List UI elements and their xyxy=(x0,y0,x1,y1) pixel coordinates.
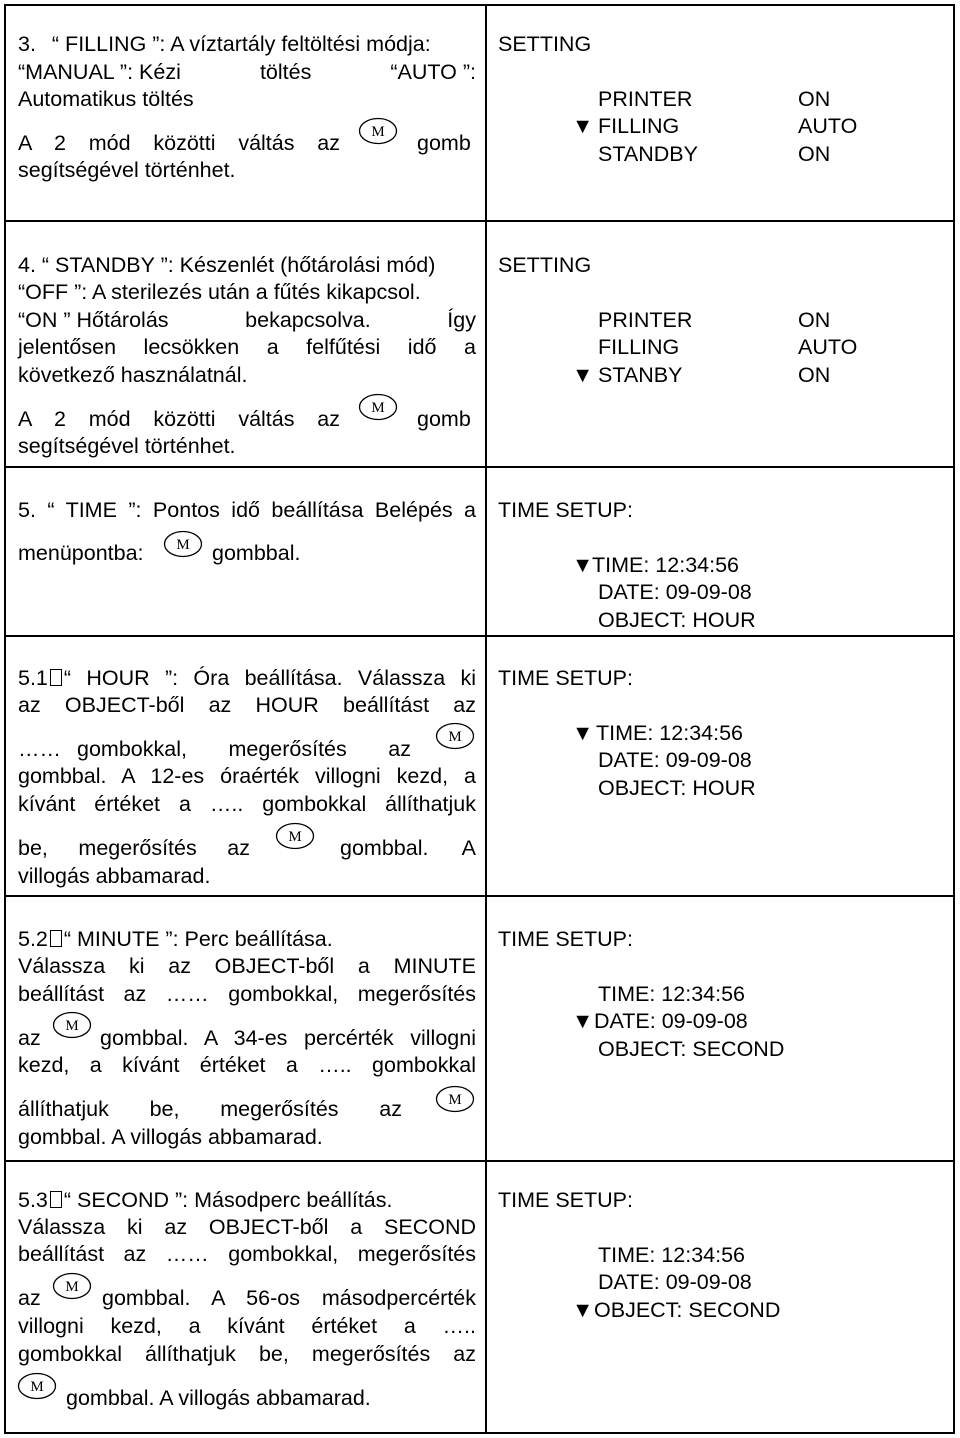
time-display-title: TIME SETUP: xyxy=(498,498,633,522)
selection-arrow-icon: ▼ xyxy=(572,1009,594,1033)
second-line-7: gombbal. A villogás abbamarad. xyxy=(66,1386,371,1410)
standby-display xyxy=(498,252,938,389)
minute-display-title: TIME SETUP: xyxy=(498,927,633,951)
hour-line-4: gombbal. A 12-es óraérték villogni kezd, a xyxy=(18,764,476,788)
hour-line-6b: gombbal. A xyxy=(340,836,476,860)
time-display xyxy=(498,497,938,634)
minute-heading: “ MINUTE ”: Perc beállítása. xyxy=(63,927,333,951)
object-value: OBJECT: SECOND xyxy=(594,1297,781,1322)
minute-line-7: gombbal. A villogás abbamarad. xyxy=(18,1125,323,1149)
m-button-label: M xyxy=(448,729,462,745)
object-row xyxy=(572,607,938,635)
missing-glyph-icon xyxy=(50,1191,62,1208)
standby-line-1: 4. “ STANDBY ”: Készenlét (hőtárolási mód) xyxy=(18,253,436,277)
m-button-icon xyxy=(275,822,315,850)
hour-number: 5.1 xyxy=(18,666,48,690)
date-row xyxy=(572,579,938,607)
minute-display xyxy=(498,926,938,1063)
row-divider-2 xyxy=(4,466,955,468)
setting-label: FILLING xyxy=(598,114,680,138)
table-border-right xyxy=(953,4,955,1434)
setting-row-printer xyxy=(572,307,938,335)
filling-auto: “AUTO ”: xyxy=(390,60,476,84)
m-button-label: M xyxy=(65,1279,79,1295)
m-button-label: M xyxy=(371,124,385,140)
object-value: OBJECT: HOUR xyxy=(598,775,756,800)
second-display-title: TIME SETUP: xyxy=(498,1188,633,1212)
selection-arrow-icon: ▼ xyxy=(572,720,594,745)
setting-value: AUTO xyxy=(798,114,858,138)
hour-line-3 xyxy=(18,736,411,763)
m-button-label: M xyxy=(371,400,385,416)
hour-display-title: TIME SETUP: xyxy=(498,666,633,690)
date-value: DATE: 09-09-08 xyxy=(594,1009,748,1033)
missing-glyph-icon xyxy=(50,930,62,947)
time-value: TIME: 12:34:56 xyxy=(596,720,743,745)
selection-arrow-icon: ▼ xyxy=(572,362,594,387)
object-value: OBJECT: HOUR xyxy=(598,607,756,632)
filling-line-5: segítségével történhet. xyxy=(18,158,236,182)
hour-line-2: az OBJECT-ből az HOUR beállítást az xyxy=(18,693,476,717)
hour-confirm: gombokkal, megerősítés az xyxy=(77,737,411,761)
second-line-4a: az xyxy=(18,1286,41,1310)
minute-line-5: kezd, a kívánt értéket a ….. gombokkal xyxy=(18,1053,476,1077)
setting-label: FILLING xyxy=(598,335,680,359)
standby-line-7: segítségével történhet. xyxy=(18,434,236,458)
row-divider-1 xyxy=(4,220,955,222)
filling-manual: “MANUAL ”: Kézi xyxy=(18,60,181,84)
m-button-icon xyxy=(17,1372,57,1400)
object-row xyxy=(572,1297,938,1325)
m-button-label: M xyxy=(176,537,190,553)
m-button-icon xyxy=(52,1272,92,1300)
hour-line-7: villogás abbamarad. xyxy=(18,864,211,888)
m-button-label: M xyxy=(30,1379,44,1395)
time-row xyxy=(572,981,938,1009)
setting-value: ON xyxy=(798,141,831,166)
setting-row-standby xyxy=(572,141,938,169)
filling-line-2 xyxy=(18,59,476,86)
second-line-3: beállítást az …… gombokkal, megerősítés xyxy=(18,1242,476,1266)
standby-line-4: jelentősen lecsökken a felfűtési idő a xyxy=(18,335,476,359)
hour-dots: …… xyxy=(18,737,61,761)
hour-display xyxy=(498,665,938,802)
time-line-2a: menüpontba: xyxy=(18,541,144,565)
m-button-icon xyxy=(435,722,475,750)
setting-row-printer xyxy=(572,86,938,114)
setting-row-filling xyxy=(572,334,938,362)
filling-display xyxy=(498,31,938,168)
standby-display-title: SETTING xyxy=(498,253,592,277)
m-button-icon xyxy=(358,117,398,145)
time-value: TIME: 12:34:56 xyxy=(598,1242,745,1267)
filling-number: 3. xyxy=(18,32,36,56)
second-display xyxy=(498,1187,938,1324)
object-row xyxy=(572,1036,938,1064)
standby-line-2: “OFF ”: A sterilezés után a fűtés kikapcsol. xyxy=(18,280,421,304)
date-value: DATE: 09-09-08 xyxy=(598,1270,752,1294)
selection-arrow-icon: ▼ xyxy=(572,114,594,138)
hour-line-6a: be, megerősítés az xyxy=(18,836,250,860)
date-row xyxy=(572,747,938,775)
column-divider xyxy=(485,4,487,1434)
date-row xyxy=(572,1269,938,1297)
standby-bekapcsolva: bekapcsolva. xyxy=(245,308,371,332)
object-value: OBJECT: SECOND xyxy=(598,1036,785,1061)
minute-line-2: Válassza ki az OBJECT-ből a MINUTE xyxy=(18,954,476,978)
row-divider-3 xyxy=(4,635,955,637)
m-button-label: M xyxy=(65,1018,79,1034)
minute-line-1 xyxy=(18,926,333,953)
date-row xyxy=(572,1008,938,1036)
m-button-label: M xyxy=(448,1092,462,1108)
standby-on: “ON ” Hőtárolás xyxy=(18,308,169,332)
minute-line-6: állíthatjuk be, megerősítés az xyxy=(18,1097,402,1121)
second-line-6: gombokkal állíthatjuk be, megerősítés az xyxy=(18,1342,476,1366)
second-line-2: Válassza ki az OBJECT-ből a SECOND xyxy=(18,1215,476,1239)
setting-value: ON xyxy=(798,86,831,111)
hour-line-5: kívánt értéket a ….. gombokkal állíthatjuk xyxy=(18,792,476,816)
m-button-icon xyxy=(358,393,398,421)
standby-line-3 xyxy=(18,307,476,334)
second-line-1 xyxy=(18,1187,392,1214)
filling-toltes: töltés xyxy=(259,60,312,84)
time-row xyxy=(572,720,938,748)
m-button-icon xyxy=(52,1011,92,1039)
time-row xyxy=(572,1242,938,1270)
filling-display-title: SETTING xyxy=(498,32,592,56)
minute-line-4b: gombbal. A 34-es percérték villogni xyxy=(100,1026,476,1050)
row-divider-5 xyxy=(4,1160,955,1162)
time-line-2b: gombbal. xyxy=(212,541,301,565)
filling-line-1 xyxy=(18,31,431,58)
selection-arrow-icon: ▼ xyxy=(572,552,594,577)
standby-line-6a: A 2 mód közötti váltás az xyxy=(18,407,340,431)
setting-label: STANDBY xyxy=(598,141,698,166)
time-line-1: 5. “ TIME ”: Pontos idő beállítása Belépés a xyxy=(18,498,476,522)
second-number: 5.3 xyxy=(18,1188,48,1212)
setting-label: STANBY xyxy=(598,362,683,387)
setting-value: ON xyxy=(798,307,831,332)
setting-row-standby xyxy=(572,362,938,390)
filling-heading: “ FILLING ”: A víztartály feltöltési módja: xyxy=(51,32,431,56)
m-button-icon xyxy=(163,530,203,558)
minute-number: 5.2 xyxy=(18,927,48,951)
filling-line-4b: gomb xyxy=(417,131,471,155)
table-border-left xyxy=(4,4,6,1434)
hour-heading: “ HOUR ”: Óra beállítása. Válassza ki xyxy=(63,666,476,690)
setting-label: PRINTER xyxy=(598,307,693,332)
setting-row-filling xyxy=(572,113,938,141)
setting-value: ON xyxy=(798,362,831,387)
second-line-4b: gombbal. A 56-os másodpercérték xyxy=(102,1286,476,1310)
m-button-icon xyxy=(435,1085,475,1113)
second-line-5: villogni kezd, a kívánt értéket a ….. xyxy=(18,1314,476,1338)
filling-line-4a: A 2 mód közötti váltás az xyxy=(18,131,340,155)
hour-line-1 xyxy=(18,665,476,692)
setting-value: AUTO xyxy=(798,335,858,359)
standby-igy: Így xyxy=(447,308,476,332)
standby-line-6b: gomb xyxy=(417,407,471,431)
m-button-label: M xyxy=(288,829,302,845)
setting-label: PRINTER xyxy=(598,86,693,111)
second-heading: “ SECOND ”: Másodperc beállítás. xyxy=(63,1188,393,1212)
time-row xyxy=(572,552,938,580)
selection-arrow-icon: ▼ xyxy=(572,1297,594,1322)
date-value: DATE: 09-09-08 xyxy=(598,580,752,604)
time-value: TIME: 12:34:56 xyxy=(592,552,739,577)
missing-glyph-icon xyxy=(50,669,62,686)
table-border-bottom xyxy=(4,1432,955,1434)
minute-line-4a: az xyxy=(18,1026,41,1050)
standby-line-5: következő használatnál. xyxy=(18,363,248,387)
time-value: TIME: 12:34:56 xyxy=(598,981,745,1006)
date-value: DATE: 09-09-08 xyxy=(598,748,752,772)
object-row xyxy=(572,775,938,803)
minute-line-3: beállítást az …… gombokkal, megerősítés xyxy=(18,982,476,1006)
filling-line-3: Automatikus töltés xyxy=(18,87,194,111)
table-border-top xyxy=(4,4,955,6)
row-divider-4 xyxy=(4,895,955,897)
